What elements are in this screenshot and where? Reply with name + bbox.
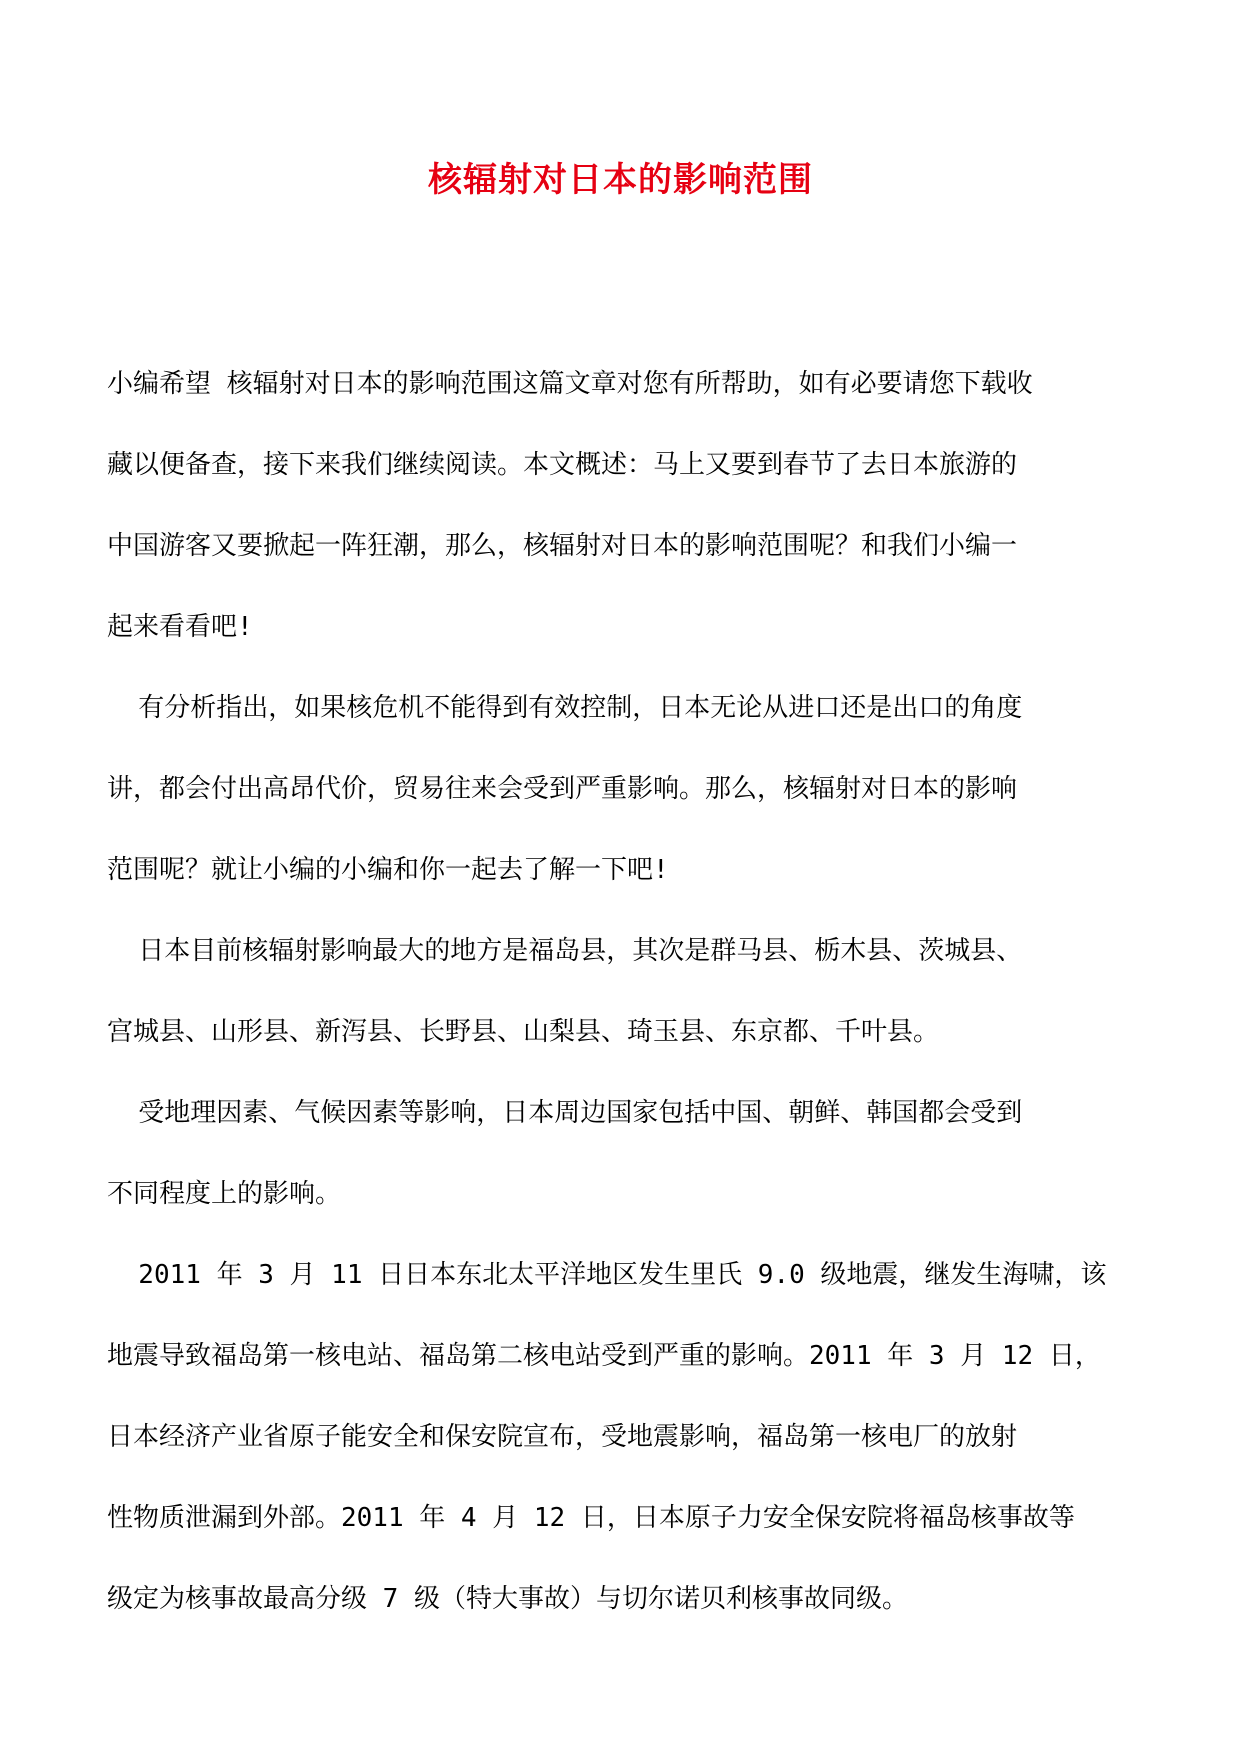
text-line: 藏以便备查，接下来我们继续阅读。本文概述：马上又要到春节了去日本旅游的	[107, 450, 1018, 480]
document-body	[107, 344, 1145, 1640]
paragraph-affected-prefectures	[107, 911, 1145, 1073]
text-line: 2011 年 3 月 11 日日本东北太平洋地区发生里氏 9.0 级地震，继发生海啸，该	[107, 1260, 1107, 1290]
text-line: 级定为核事故最高分级 7 级（特大事故）与切尔诺贝利核事故同级。	[107, 1584, 908, 1614]
document-title: 核辐射对日本的影响范围	[428, 160, 813, 200]
paragraph-intro	[107, 344, 1145, 668]
paragraph-2011-earthquake	[107, 1235, 1145, 1640]
text-line: 范围呢？就让小编的小编和你一起去了解一下吧!	[107, 855, 669, 885]
paragraph-neighbor-countries	[107, 1073, 1145, 1235]
text-line: 有分析指出，如果核危机不能得到有效控制，日本无论从进口还是出口的角度	[107, 693, 1023, 723]
text-line: 中国游客又要掀起一阵狂潮，那么，核辐射对日本的影响范围呢？和我们小编一	[107, 531, 1018, 561]
text-line: 讲，都会付出高昂代价，贸易往来会受到严重影响。那么，核辐射对日本的影响	[107, 774, 1018, 804]
text-line: 起来看看吧!	[107, 612, 253, 642]
text-line: 性物质泄漏到外部。2011 年 4 月 12 日，日本原子力安全保安院将福岛核事故等	[107, 1503, 1075, 1533]
text-line: 宫城县、山形县、新泻县、长野县、山梨县、琦玉县、东京都、千叶县。	[107, 1017, 940, 1047]
text-line: 受地理因素、气候因素等影响，日本周边国家包括中国、朝鲜、韩国都会受到	[107, 1098, 1023, 1128]
text-line: 日本经济产业省原子能安全和保安院宣布，受地震影响，福岛第一核电厂的放射	[107, 1422, 1018, 1452]
text-line: 小编希望 核辐射对日本的影响范围这篇文章对您有所帮助，如有必要请您下载收	[107, 369, 1033, 399]
text-line: 不同程度上的影响。	[107, 1179, 342, 1209]
text-line: 地震导致福岛第一核电站、福岛第二核电站受到严重的影响。2011 年 3 月 12 日，	[107, 1341, 1101, 1371]
text-line: 日本目前核辐射影响最大的地方是福岛县，其次是群马县、栃木县、茨城县、	[107, 936, 1023, 966]
paragraph-analysis	[107, 668, 1145, 911]
